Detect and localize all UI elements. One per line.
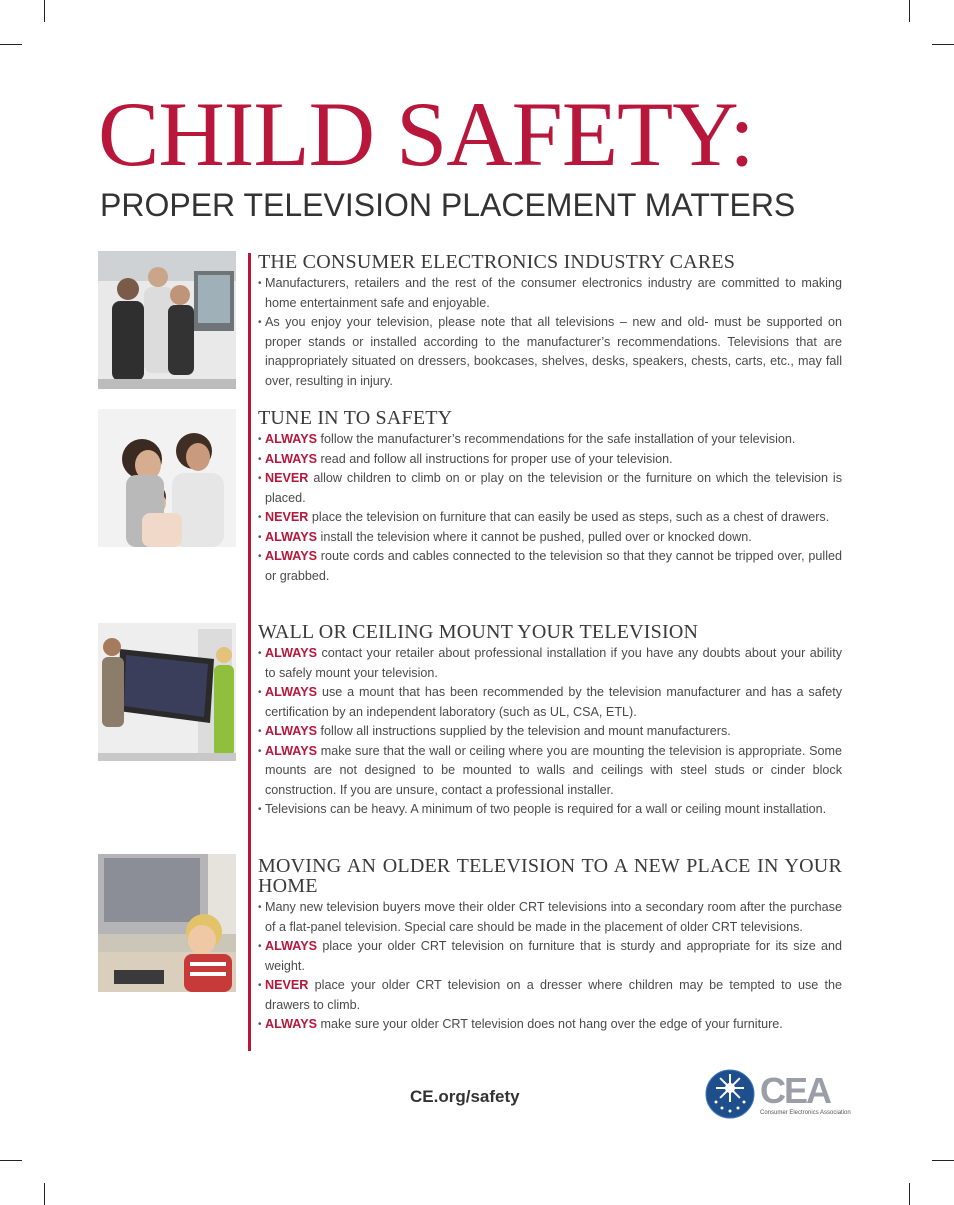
keyword-always: ALWAYS — [265, 549, 318, 563]
list-item — [258, 450, 842, 470]
photo-wall-mount-tv — [98, 623, 236, 761]
bullet-text: place your older CRT television on furniture that is sturdy and appropriate for its size and weight. — [265, 939, 842, 973]
bullet-text: place the television on furniture that can easily be used as steps, such as a chest of drawers. — [311, 510, 830, 524]
list-item — [258, 274, 842, 313]
bullet-text: use a mount that has been recommended by the television manufacturer and has a safety certification by an independent laboratory (such as UL, CSA, ETL). — [265, 685, 843, 719]
list-item — [258, 508, 842, 528]
keyword-always: ALWAYS — [265, 939, 318, 953]
list-item — [258, 430, 842, 450]
keyword-always: ALWAYS — [265, 432, 318, 446]
list-item — [258, 313, 842, 391]
crop-mark — [909, 0, 910, 22]
crop-mark — [932, 1160, 954, 1161]
cea-logo-subtext: Consumer Electronics Association — [760, 1110, 851, 1116]
safety-url-link[interactable]: CE.org/safety — [410, 1087, 520, 1106]
list-item — [258, 937, 842, 976]
crop-mark — [44, 0, 45, 22]
cea-logo-wordmark: CEA — [760, 1070, 831, 1111]
crop-mark — [932, 44, 954, 45]
list-item — [258, 976, 842, 1015]
bullet-text: install the television where it cannot be pushed, pulled over or knocked down. — [320, 529, 752, 544]
bullet-text: read and follow all instructions for proper use of your television. — [320, 451, 673, 466]
list-item — [258, 683, 842, 722]
list-item — [258, 800, 842, 820]
bullet-text: make sure your older CRT television does not hang over the edge of your furniture. — [320, 1017, 783, 1031]
crop-mark — [0, 1160, 22, 1161]
section-heading: THE CONSUMER ELECTRONICS INDUSTRY CARES — [258, 251, 736, 273]
list-item — [258, 528, 842, 548]
photo-store-shoppers — [98, 251, 236, 389]
section-heading: TUNE IN TO SAFETY — [258, 407, 453, 429]
keyword-always: ALWAYS — [265, 685, 318, 699]
crop-mark — [0, 44, 22, 45]
list-item — [258, 644, 842, 683]
list-item — [258, 722, 842, 742]
crop-mark — [44, 1183, 45, 1205]
bullet-text: follow the manufacturer’s recommendations for the safe installation of your television. — [320, 432, 796, 446]
photo-boy-crt-tv — [98, 854, 236, 992]
section-wall-ceiling-mount — [258, 622, 842, 820]
keyword-never: NEVER — [265, 978, 309, 992]
keyword-always: ALWAYS — [265, 529, 318, 544]
keyword-never: NEVER — [265, 471, 309, 485]
section-heading: MOVING AN OLDER TELEVISION TO A NEW PLACE IN YOUR HOME — [258, 855, 842, 897]
section-tune-in-to-safety — [258, 408, 842, 586]
section-moving-older-tv — [258, 856, 842, 1035]
bullet-text: Many new television buyers move their older CRT televisions into a secondary room after the purchase of a flat-panel television. Special care should be made in the placement of older CRT televisions. — [265, 900, 842, 934]
bullet-text: As you enjoy your television, please note that all televisions – new and old- must be supported on proper stands or installed according to the manufacturer’s recommendations. Televisions that are inappropriately situated on dressers, bookcases, shelves, desks, speakers, chests, carts, etc., may fall over, resulting in injury. — [265, 315, 842, 388]
bullet-text: Televisions can be heavy. A minimum of two people is required for a wall or ceiling mount installation. — [265, 802, 827, 816]
bullet-text: allow children to climb on or play on the television or the furniture on which the television is placed. — [265, 471, 843, 505]
section-heading: WALL OR CEILING MOUNT YOUR TELEVISION — [258, 621, 699, 643]
bullet-text: Manufacturers, retailers and the rest of the consumer electronics industry are committed to making home entertainment safe and enjoyable. — [265, 276, 842, 310]
photo-family-watching-tv — [98, 409, 236, 547]
section-industry-cares — [258, 252, 842, 391]
bullet-text: follow all instructions supplied by the television and mount manufacturers. — [320, 724, 731, 738]
list-item — [258, 547, 842, 586]
list-item — [258, 898, 842, 937]
list-item — [258, 1015, 842, 1035]
keyword-always: ALWAYS — [265, 646, 318, 660]
keyword-always: ALWAYS — [265, 743, 318, 758]
keyword-always: ALWAYS — [265, 1017, 318, 1031]
page-title: CHILD SAFETY: — [98, 83, 754, 185]
bullet-text: make sure that the wall or ceiling where you are mounting the television is appropriate. Some mounts are not designed to be mounted to walls and ceilings with steel studs or cinder block construction. If you are unsure, contact a professional installer. — [265, 743, 842, 797]
crop-mark — [909, 1183, 910, 1205]
list-item — [258, 742, 842, 801]
section-divider-line — [248, 253, 251, 1051]
list-item — [258, 469, 842, 508]
bullet-text: place your older CRT television on a dresser where children may be tempted to use the drawers to climb. — [265, 978, 843, 1012]
keyword-never: NEVER — [265, 510, 309, 524]
keyword-always: ALWAYS — [265, 451, 318, 466]
bullet-text: route cords and cables connected to the television so that they cannot be tripped over, pulled or grabbed. — [265, 549, 843, 583]
keyword-always: ALWAYS — [265, 724, 318, 738]
page-subtitle: PROPER TELEVISION PLACEMENT MATTERS — [100, 187, 796, 223]
bullet-text: contact your retailer about professional installation if you have any doubts about your ability to safely mount your television. — [265, 646, 842, 680]
